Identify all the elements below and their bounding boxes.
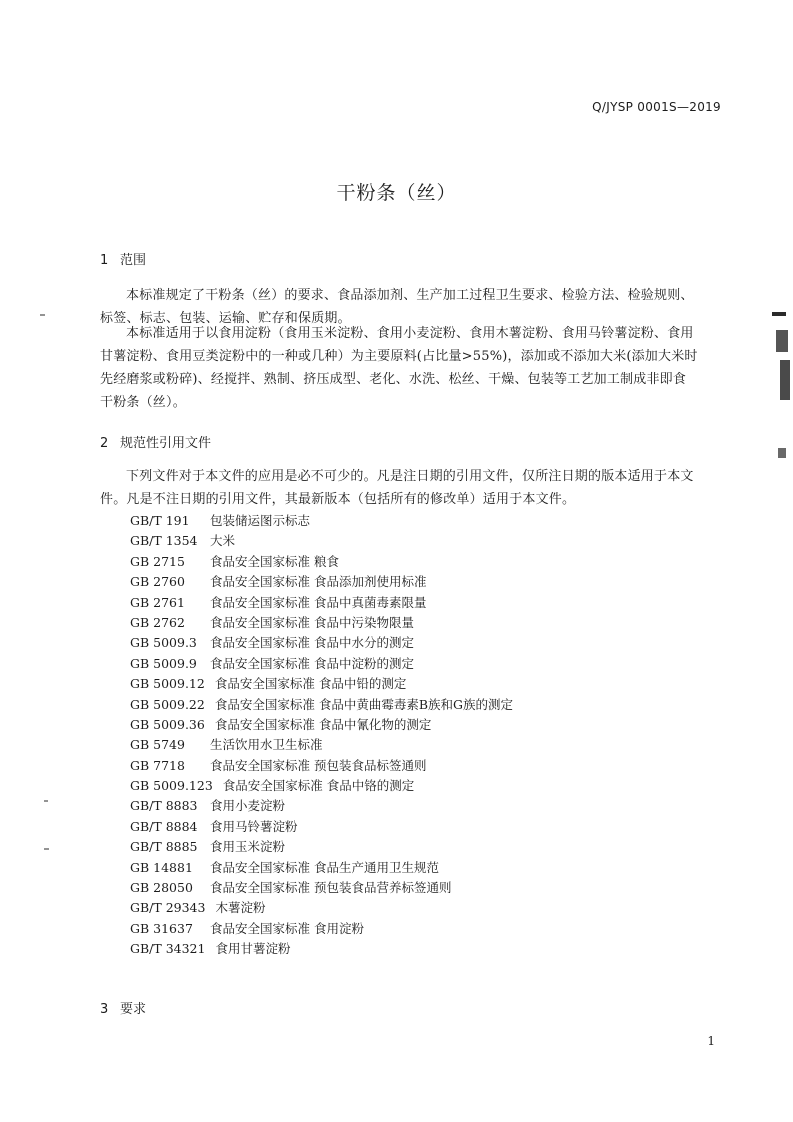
- reference-code: GB 2760: [130, 574, 185, 590]
- reference-code: GB 5009.36: [130, 716, 205, 732]
- section-number: 1: [100, 253, 109, 268]
- reference-item: [130, 613, 513, 633]
- section-number: 2: [100, 436, 109, 451]
- reference-title: 食品安全国家标准 食用淀粉: [210, 920, 364, 936]
- section-heading-requirements: [100, 998, 146, 1017]
- reference-code: GB/T 1354: [130, 533, 198, 549]
- reference-item: [130, 674, 513, 694]
- scope-paragraph-2: [100, 322, 740, 414]
- reference-code: GB 5749: [130, 737, 185, 753]
- paragraph-line: 干粉条（丝）。: [100, 395, 186, 410]
- reference-title: 食品安全国家标准 食品中氰化物的测定: [214, 716, 432, 732]
- reference-title: 食品安全国家标准 食品中水分的测定: [210, 635, 414, 651]
- scan-artifact: [44, 848, 49, 850]
- reference-title: 食品安全国家标准 食品中污染物限量: [210, 614, 414, 630]
- reference-code: GB/T 8884: [130, 818, 198, 834]
- reference-item: [130, 593, 513, 613]
- references-intro-paragraph: [100, 465, 740, 511]
- reference-item: [130, 756, 513, 776]
- reference-item: [130, 837, 513, 857]
- reference-item: [130, 735, 513, 755]
- paragraph-line: 先经磨浆或粉碎)、经搅拌、熟制、挤压成型、老化、水洗、松丝、干燥、包装等工艺加工制成非即食: [100, 372, 687, 387]
- reference-code: GB 2715: [130, 553, 185, 569]
- reference-code: GB 2761: [130, 594, 185, 610]
- section-number: 3: [100, 1002, 109, 1017]
- reference-title: 包装储运图示标志: [210, 513, 311, 528]
- reference-code: GB/T 191: [130, 513, 190, 528]
- reference-item: [130, 531, 513, 551]
- section-heading-normative-references: [100, 432, 211, 451]
- reference-code: GB 5009.123: [130, 778, 213, 794]
- section-title: 范围: [120, 253, 147, 268]
- section-heading-scope: [100, 249, 146, 268]
- section-title: 要求: [120, 1002, 147, 1017]
- reference-title: 食品安全国家标准 食品中真菌毒素限量: [210, 594, 427, 610]
- reference-title: 食品安全国家标准 食品生产通用卫生规范: [210, 859, 439, 875]
- reference-title: 食品安全国家标准 食品添加剂使用标准: [210, 574, 427, 590]
- reference-item: [130, 919, 513, 939]
- reference-item: [130, 633, 513, 653]
- reference-item: [130, 552, 513, 572]
- paragraph-line: 本标准规定了干粉条（丝）的要求、食品添加剂、生产加工过程卫生要求、检验方法、检验规则、: [126, 288, 694, 303]
- reference-item: [130, 572, 513, 592]
- reference-code: GB/T 8885: [130, 839, 198, 855]
- reference-title: 食用小麦淀粉: [210, 798, 286, 814]
- reference-code: GB 5009.12: [130, 676, 205, 692]
- scan-artifact: [40, 314, 45, 316]
- reference-title: 食用甘薯淀粉: [215, 941, 291, 957]
- reference-code: GB 5009.22: [130, 696, 205, 712]
- reference-title: 大米: [210, 533, 236, 549]
- reference-title: 食品安全国家标准 预包装食品营养标签通则: [210, 880, 452, 896]
- reference-title: 生活饮用水卫生标准: [210, 737, 323, 753]
- scan-artifact: [776, 330, 788, 352]
- reference-code: GB 31637: [130, 920, 193, 936]
- reference-item: [130, 898, 513, 918]
- reference-title: 食品安全国家标准 食品中黄曲霉毒素B族和G族的测定: [214, 696, 513, 712]
- reference-title: 食品安全国家标准 食品中铅的测定: [214, 676, 407, 692]
- scan-artifact: [44, 800, 48, 802]
- reference-item: [130, 878, 513, 898]
- reference-code: GB 14881: [130, 859, 193, 875]
- reference-code: GB 5009.9: [130, 655, 197, 671]
- reference-list: [130, 511, 513, 960]
- paragraph-line: 件。凡是不注日期的引用文件，其最新版本（包括所有的修改单）适用于本文件。: [100, 492, 576, 507]
- reference-title: 食用玉米淀粉: [210, 839, 286, 855]
- reference-item: [130, 654, 513, 674]
- reference-title: 食品安全国家标准 食品中铬的测定: [222, 778, 415, 794]
- reference-title: 木薯淀粉: [215, 900, 266, 916]
- reference-item: [130, 695, 513, 715]
- page-number: 1: [707, 1034, 715, 1048]
- reference-code: GB 7718: [130, 757, 185, 773]
- scan-artifact: [780, 360, 790, 400]
- scan-artifact: [772, 312, 786, 316]
- reference-title: 食品安全国家标准 食品中淀粉的测定: [210, 655, 414, 671]
- reference-item: [130, 796, 513, 816]
- reference-title: 食用马铃薯淀粉: [210, 818, 298, 834]
- reference-item: [130, 715, 513, 735]
- reference-item: [130, 939, 513, 959]
- reference-code: GB/T 8883: [130, 798, 198, 814]
- reference-item: [130, 858, 513, 878]
- paragraph-line: 标签、标志、包装、运输、贮存和保质期。: [100, 311, 351, 326]
- paragraph-line: 甘薯淀粉、食用豆类淀粉中的一种或几种）为主要原料(占比量>55%)，添加或不添加大米(添加大米时: [100, 349, 698, 364]
- scan-artifact: [778, 448, 786, 458]
- reference-code: GB 2762: [130, 614, 185, 630]
- reference-code: GB 5009.3: [130, 635, 197, 651]
- reference-item: [130, 817, 513, 837]
- reference-item: [130, 511, 513, 531]
- reference-title: 食品安全国家标准 预包装食品标签通则: [210, 757, 427, 773]
- reference-title: 食品安全国家标准 粮食: [210, 553, 339, 569]
- reference-code: GB 28050: [130, 880, 193, 896]
- reference-item: [130, 776, 513, 796]
- reference-code: GB/T 29343: [130, 900, 206, 916]
- section-title: 规范性引用文件: [120, 436, 212, 451]
- document-title: 干粉条（丝）: [336, 182, 457, 204]
- paragraph-line: 本标准适用于以食用淀粉（食用玉米淀粉、食用小麦淀粉、食用木薯淀粉、食用马铃薯淀粉、食用: [126, 326, 694, 341]
- paragraph-line: 下列文件对于本文件的应用是必不可少的。凡是注日期的引用文件，仅所注日期的版本适用于本文: [126, 469, 694, 484]
- reference-code: GB/T 34321: [130, 941, 206, 957]
- standard-number: Q/JYSP 0001S—2019: [592, 100, 721, 114]
